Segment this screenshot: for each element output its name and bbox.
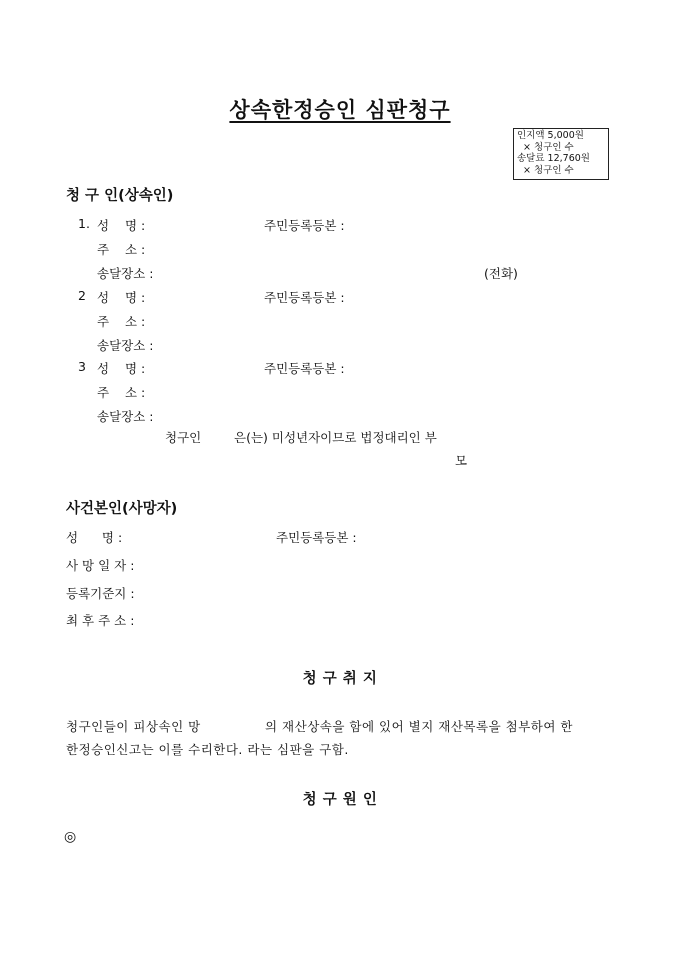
cause-bullet: ◎: [64, 829, 77, 845]
minor-note-text: 은(는) 미성년자이므로 법정대리인 부: [234, 430, 437, 445]
phone-label: (전화): [484, 266, 518, 281]
claimant-3-delivery-label: 송달장소 :: [97, 409, 154, 424]
claimant-3-reg-label: 주민등록등본 :: [264, 361, 345, 376]
fee-multiplier-line-2: × 청구인 수: [523, 164, 574, 176]
last-address-label: 최 후 주 소 :: [66, 613, 135, 628]
claimant-2-number: 2: [78, 288, 86, 303]
minor-note-claimant: 청구인: [165, 430, 202, 445]
claimant-1-name-label: 성 명 :: [97, 218, 146, 233]
claimant-1-reg-label: 주민등록등본 :: [264, 218, 345, 233]
claimants-heading: 청 구 인(상속인): [66, 188, 174, 204]
claimant-1-delivery-label: 송달장소 :: [97, 266, 154, 281]
claimant-1-number: 1.: [78, 216, 90, 231]
claimant-2-delivery-label: 송달장소 :: [97, 338, 154, 353]
deceased-reg-label: 주민등록등본 :: [276, 530, 357, 545]
document-title: [0, 94, 680, 124]
minor-note-continuation: 모: [455, 453, 468, 468]
fee-stamp-line: 인지액 5,000원: [517, 130, 584, 141]
registry-label: 등록기준지 :: [66, 586, 135, 601]
purpose-line-1-end: 의 재산상속을 함에 있어 별지 재산목록을 첨부하여 한: [265, 719, 573, 734]
fee-box: [513, 128, 609, 180]
claimant-2-reg-label: 주민등록등본 :: [264, 290, 345, 305]
death-date-label: 사 망 일 자 :: [66, 558, 135, 573]
claimant-3-address-label: 주 소 :: [97, 385, 146, 400]
document-title-text: 상속한정승인 심판청구: [229, 98, 451, 122]
fee-delivery-line: 송달료 12,760원: [517, 153, 590, 164]
deceased-name-label: 성 명 :: [66, 530, 123, 545]
claimant-3-number: 3: [78, 359, 86, 374]
deceased-heading: 사건본인(사망자): [66, 501, 178, 517]
purpose-heading: 청 구 취 지: [302, 671, 378, 687]
purpose-line-1-start: 청구인들이 피상속인 망: [66, 719, 201, 734]
claimant-2-name-label: 성 명 :: [97, 290, 146, 305]
cause-heading: 청 구 원 인: [302, 792, 378, 808]
claimant-2-address-label: 주 소 :: [97, 314, 146, 329]
fee-multiplier-line: × 청구인 수: [523, 141, 574, 153]
claimant-1-address-label: 주 소 :: [97, 242, 146, 257]
claimant-3-name-label: 성 명 :: [97, 361, 146, 376]
purpose-line-2: 한정승인신고는 이를 수리한다. 라는 심판을 구함.: [66, 742, 349, 757]
